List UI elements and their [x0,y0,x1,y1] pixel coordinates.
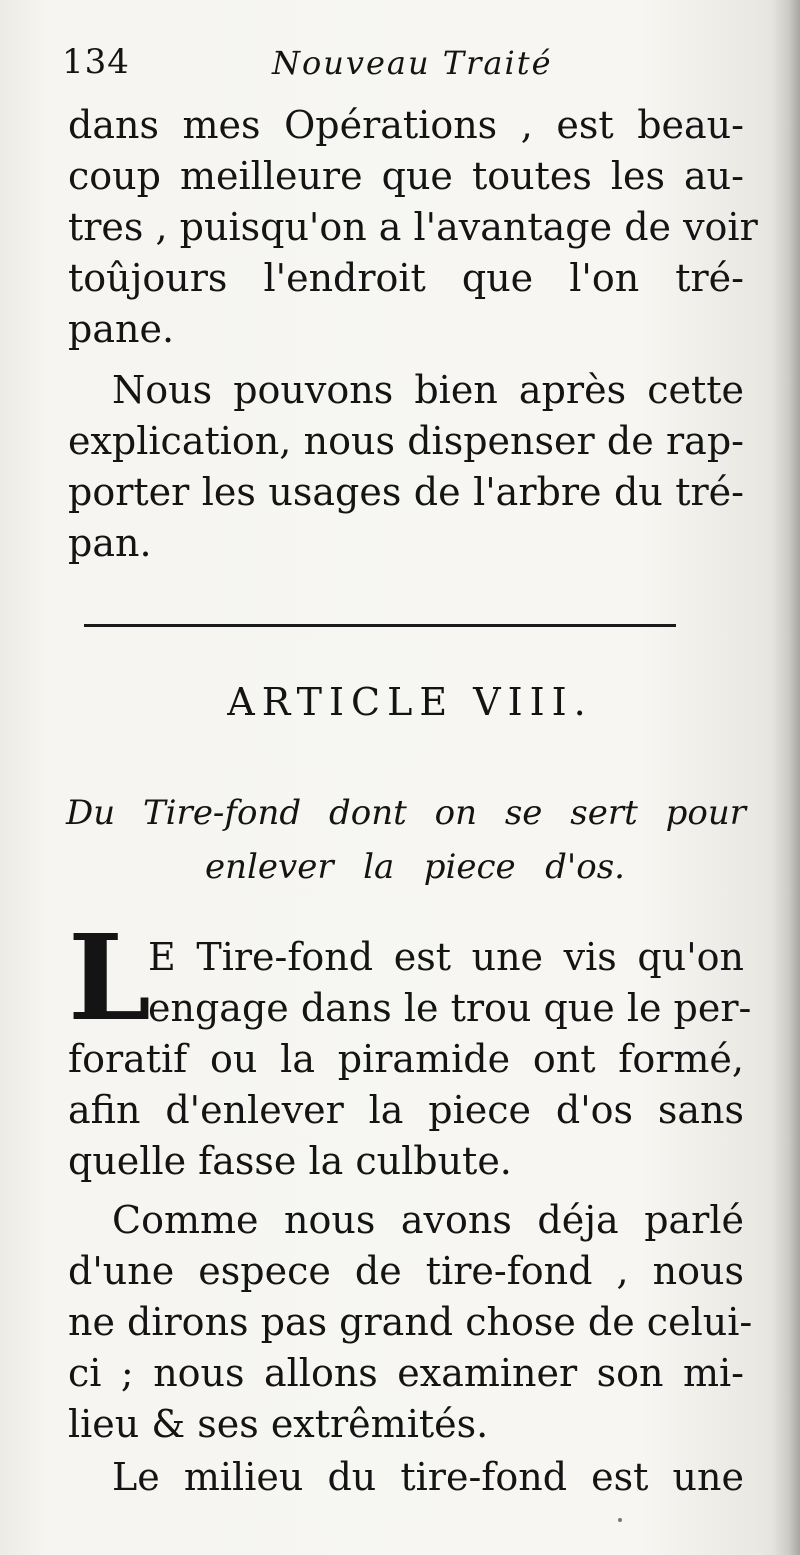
article-subtitle-line-1 [66,784,746,842]
text-line: enlever la piece d'os. [205,847,625,887]
drop-cap: L [68,908,151,1047]
paragraph-continuation [68,100,758,355]
running-title: Nouveau Traité [272,44,553,82]
article-subtitle-line-2 [205,838,625,896]
text-line: quelle fasse la culbute. [68,1139,512,1183]
text-line: Comme nous avons déja parlé [112,1198,744,1242]
text-line: pan. [68,521,152,565]
running-head [62,42,742,102]
page-edge-shadow [772,0,800,1555]
article-heading: ARTICLE VIII. [227,680,593,724]
paragraph-tire-fond [68,908,752,1187]
text-line: explication, nous dispenser de rap- [68,419,744,463]
text-line: E Tire-fond est une vis qu'on [148,935,744,979]
text-line: ne dirons pas grand chose de celui- [68,1300,753,1344]
text-line: Le milieu du tire-fond est une [112,1455,744,1499]
text-line: ci ; nous allons examiner son mi- [68,1351,744,1395]
section-divider [84,624,676,627]
text-line: afin d'enlever la piece d'os sans [68,1088,744,1132]
text-line: pane. [68,307,175,351]
text-line: porter les usages de l'arbre du tré- [68,470,744,514]
text-line: foratif ou la piramide ont formé, [68,1037,744,1081]
text-line: d'une espece de tire-fond , nous [68,1249,744,1293]
text-line: coup meilleure que toutes les au- [68,154,744,198]
paragraph-comme-nous [68,1195,753,1450]
ink-speck [618,1518,622,1522]
paragraph-nous-pouvons [68,365,744,569]
text-line: engage dans le trou que le per- [148,986,752,1030]
page-number: 134 [62,42,130,82]
text-line: dans mes Opérations , est beau- [68,103,744,147]
text-line: lieu & ses extrêmités. [68,1402,489,1446]
text-line: tres , puisqu'on a l'avantage de voir [68,205,758,249]
text-line: toûjours l'endroit que l'on tré- [68,256,744,300]
paragraph-le-milieu [68,1452,744,1503]
text-line: Nous pouvons bien après cette [112,368,744,412]
text-line: Du Tire-fond dont on se sert pour [66,793,746,833]
